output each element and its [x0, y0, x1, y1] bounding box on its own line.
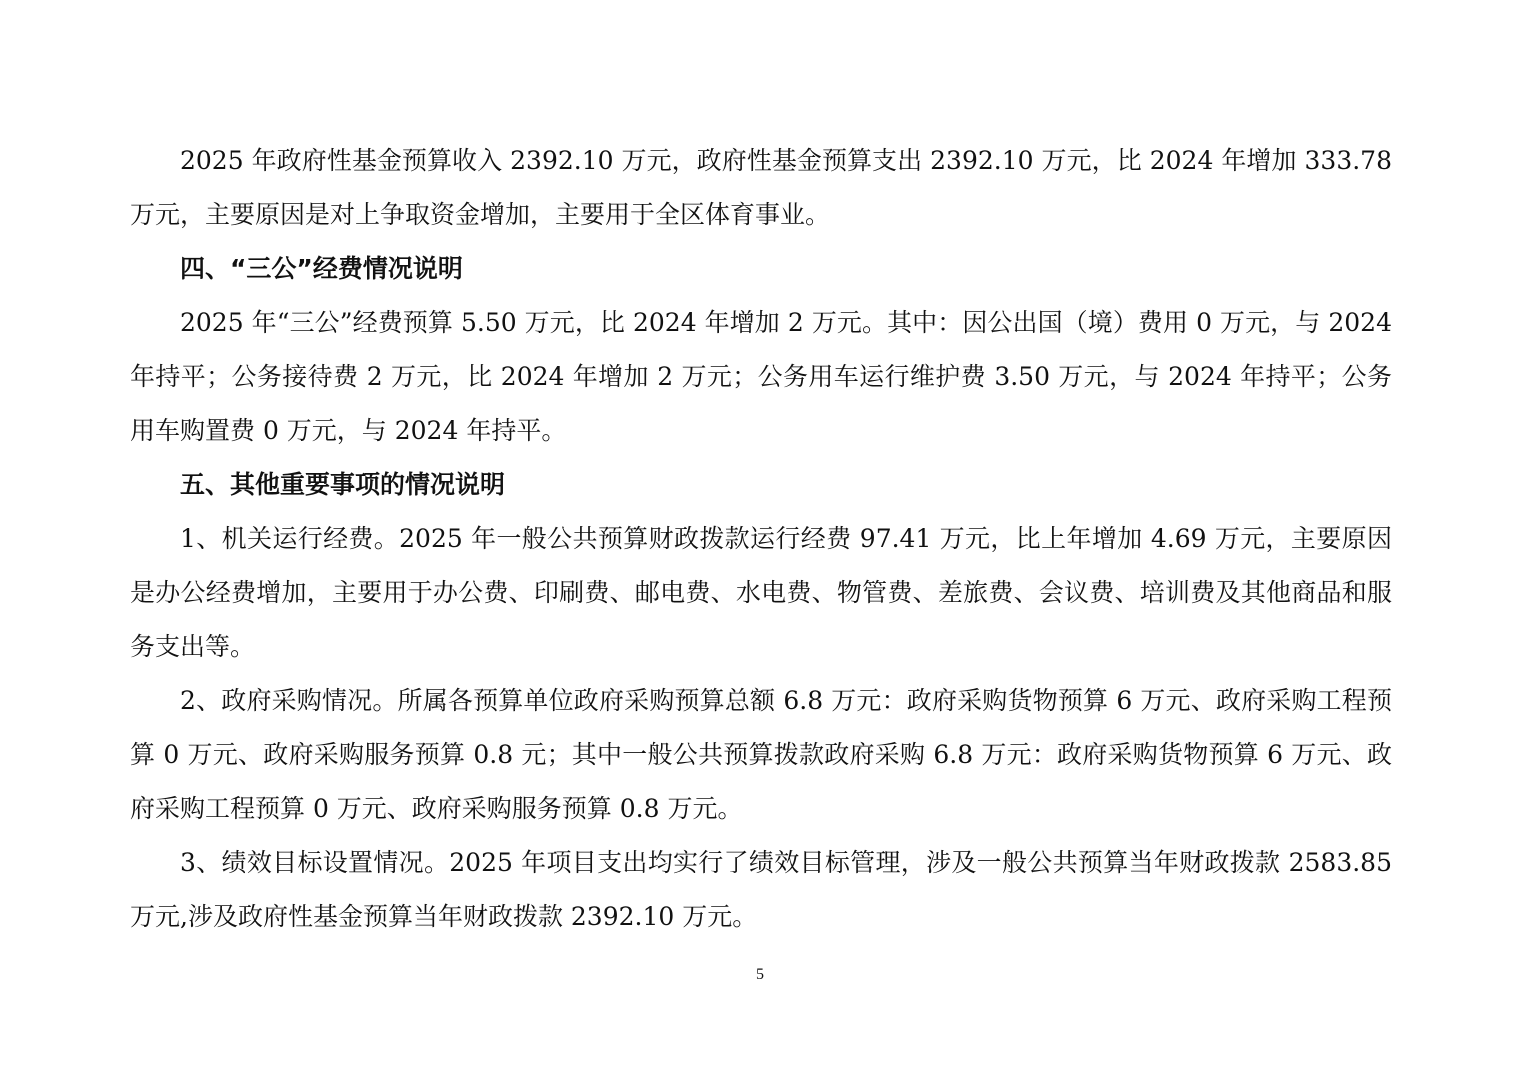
paragraph-performance-targets: 3、绩效目标设置情况。2025 年项目支出均实行了绩效目标管理，涉及一般公共预算当年财政拨款 2583.85 万元,涉及政府性基金预算当年财政拨款 2392.10 万元。 — [130, 848, 1392, 931]
section-heading-three-public-expenses: 四、“三公”经费情况说明 — [180, 254, 463, 283]
paragraph-three-public-expenses: 2025 年“三公”经费预算 5.50 万元，比 2024 年增加 2 万元。其中：因公出国（境）费用 0 万元，与 2024 年持平；公务接待费 2 万元，比 2024 年增加 2 万元；公务用车运行维护费 3.50 万元，与 2024 年持平；公务用车购置费 0 万元，与 2024 年持平。 — [130, 308, 1392, 445]
paragraph-government-procurement: 2、政府采购情况。所属各预算单位政府采购预算总额 6.8 万元：政府采购货物预算 6 万元、政府采购工程预算 0 万元、政府采购服务预算 0.8 元；其中一般公共预算拨款政府采购 6.8 万元：政府采购货物预算 6 万元、政府采购工程预算 0 万元、政府采购服务预算 0.8 万元。 — [130, 686, 1393, 823]
page-content — [130, 134, 1392, 944]
section-heading-other-matters: 五、其他重要事项的情况说明 — [180, 470, 506, 499]
paragraph-government-fund-budget: 2025 年政府性基金预算收入 2392.10 万元，政府性基金预算支出 2392.10 万元，比 2024 年增加 333.78 万元，主要原因是对上争取资金增加，主要用于全区体育事业。 — [130, 146, 1392, 229]
paragraph-operating-expenses: 1、机关运行经费。2025 年一般公共预算财政拨款运行经费 97.41 万元，比上年增加 4.69 万元，主要原因是办公经费增加，主要用于办公费、印刷费、邮电费、水电费、物管费、差旅费、会议费、培训费及其他商品和服务支出等。 — [130, 524, 1393, 661]
page-number: 5 — [756, 966, 764, 983]
